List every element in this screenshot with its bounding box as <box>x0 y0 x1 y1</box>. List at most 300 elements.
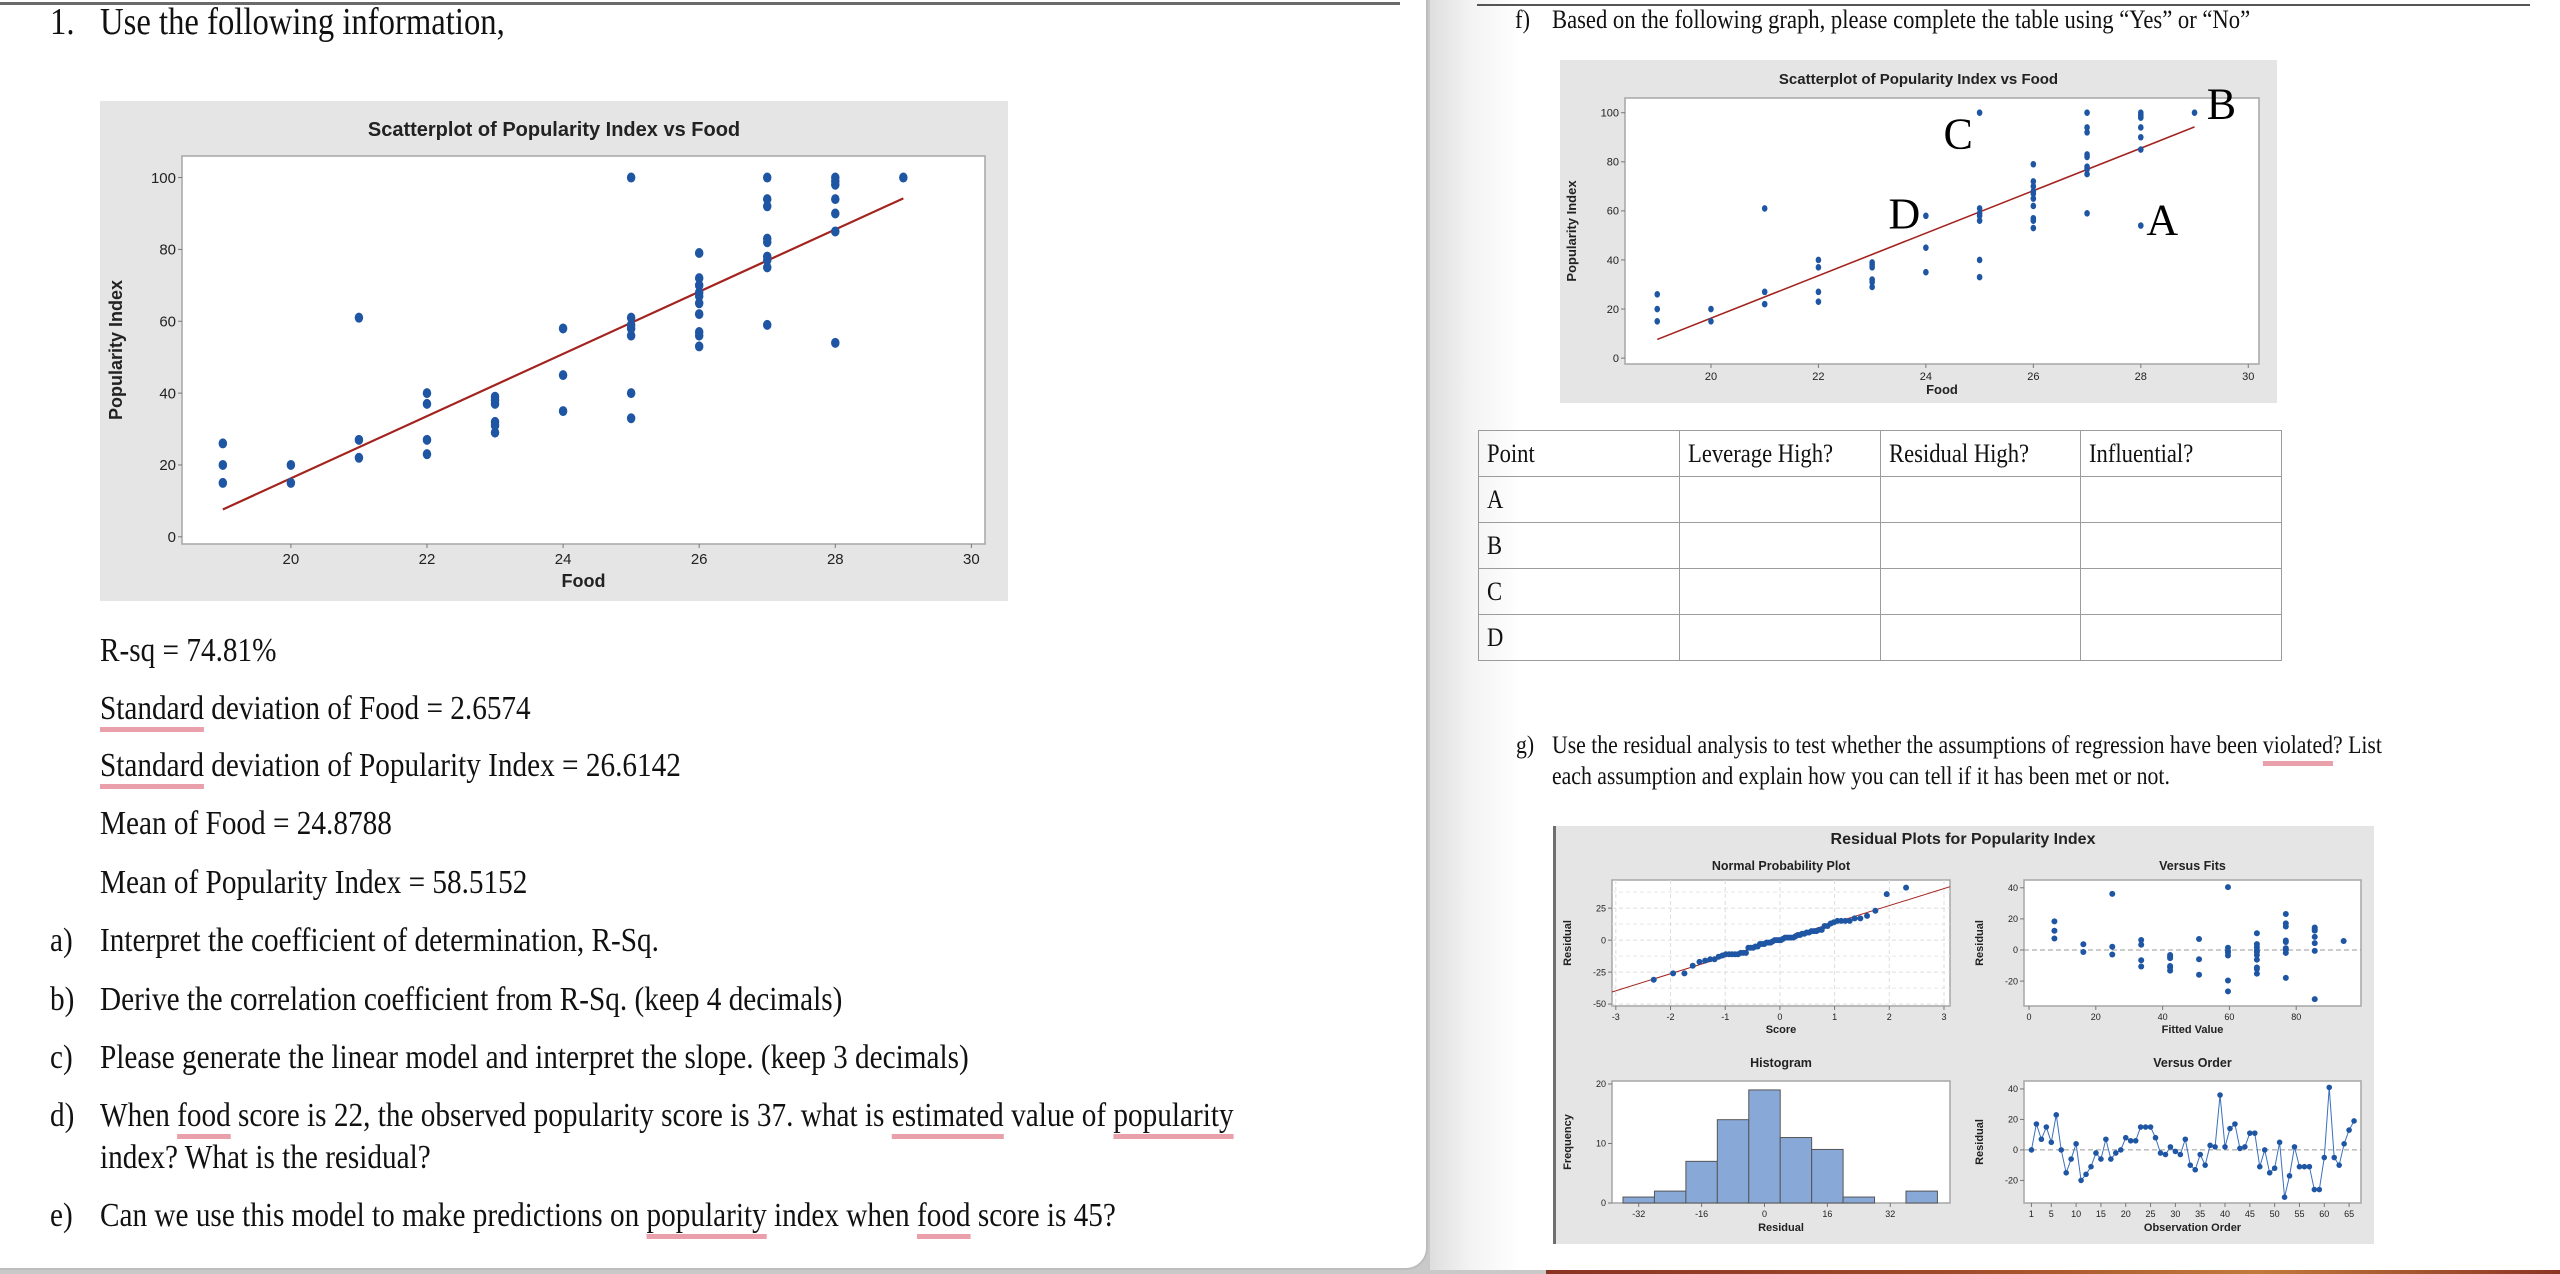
question-text <box>100 1138 485 1178</box>
x-tick-label: 60 <box>2319 1209 2330 1219</box>
data-point <box>2283 923 2289 929</box>
data-point <box>2108 1156 2114 1162</box>
data-point <box>2192 109 2198 116</box>
question-text <box>100 980 963 1020</box>
x-tick-label: 1 <box>1832 1012 1838 1022</box>
data-point <box>2225 977 2231 983</box>
stat-line <box>100 631 305 671</box>
data-point <box>2225 953 2231 959</box>
stat-line-text <box>100 746 681 786</box>
data-point <box>1654 318 1660 325</box>
panel-title: Normal Probability Plot <box>1711 859 1851 873</box>
data-point <box>2217 1092 2223 1098</box>
question-heading-text-row <box>100 2 571 46</box>
question-label-text <box>50 1196 73 1236</box>
data-point <box>2080 941 2086 947</box>
data-point <box>2326 1085 2332 1091</box>
data-point <box>2128 1138 2134 1144</box>
data-point <box>2051 928 2057 934</box>
question-text <box>100 1038 1110 1078</box>
data-point <box>2173 1149 2179 1155</box>
x-axis-label: Food <box>1926 382 1958 397</box>
data-point <box>2138 222 2144 229</box>
x-tick-label: 0 <box>1761 1209 1768 1219</box>
stat-line <box>100 746 775 786</box>
x-tick-label: 50 <box>2269 1209 2280 1219</box>
cell-text: C <box>1487 576 1503 606</box>
data-point <box>2283 975 2289 981</box>
answer-cell[interactable] <box>1679 523 1880 569</box>
histogram-bar <box>1623 1197 1654 1203</box>
data-point <box>2242 1144 2248 1150</box>
data-point <box>2084 210 2090 217</box>
data-point <box>2351 1118 2357 1124</box>
answer-cell[interactable] <box>1880 615 2081 661</box>
answer-cell[interactable] <box>2081 615 2282 661</box>
data-point <box>1903 885 1909 891</box>
data-point <box>2138 957 2144 963</box>
data-point <box>2031 217 2037 224</box>
data-point <box>219 460 228 470</box>
text-segment: index? What is the residual? <box>100 1139 431 1176</box>
text-segment: Mean of Food = 24.8788 <box>100 805 392 842</box>
y-tick-label: 60 <box>1606 205 1619 218</box>
spellcheck-flagged-word: Standard <box>100 690 204 727</box>
data-point <box>2084 154 2090 161</box>
data-point <box>355 313 364 323</box>
question-label-text <box>50 1038 73 1078</box>
spellcheck-flagged-word: popularity <box>1113 1097 1234 1134</box>
y-tick-label: 100 <box>1600 107 1619 120</box>
data-point <box>287 478 296 488</box>
x-tick-label: 28 <box>2134 371 2147 383</box>
data-point <box>831 194 840 204</box>
text-segment: c) <box>50 1039 73 1076</box>
panel-y-label: Frequency <box>1562 1114 1574 1170</box>
question-text <box>100 1096 1418 1136</box>
point-label-cell <box>1479 523 1680 569</box>
histogram-bar <box>1906 1191 1937 1203</box>
data-point <box>2148 1124 2154 1130</box>
data-point <box>2031 161 2037 168</box>
data-point <box>2109 891 2115 897</box>
y-tick-label: 0 <box>1600 935 1606 946</box>
data-point <box>1654 306 1660 313</box>
data-point <box>2058 1147 2064 1153</box>
y-tick-label: 0 <box>167 529 176 547</box>
question-g-line <box>1552 761 2262 793</box>
answer-cell[interactable] <box>1679 477 1880 523</box>
panel-y-label: Residual <box>1974 1119 1986 1165</box>
x-tick-label: 28 <box>826 551 844 568</box>
cell-text: Influential? <box>2089 438 2194 468</box>
data-point <box>1864 913 1870 919</box>
data-point <box>2034 1121 2040 1127</box>
question-text-text <box>100 921 659 961</box>
text-segment: a) <box>50 922 73 959</box>
x-tick-label: 32 <box>1885 1209 1896 1219</box>
data-point <box>2138 1124 2144 1130</box>
data-point <box>763 320 772 330</box>
data-point <box>2247 1130 2253 1136</box>
data-point <box>219 478 228 488</box>
data-point <box>763 262 772 272</box>
y-tick-label: 0 <box>2012 1145 2018 1156</box>
data-point <box>2267 1170 2273 1176</box>
x-tick-label: 20 <box>1704 371 1718 383</box>
column-header <box>1479 431 1680 477</box>
text-segment: Mean of Popularity Index = 58.5152 <box>100 864 528 901</box>
data-point <box>2163 1152 2169 1158</box>
data-point <box>355 453 364 463</box>
data-point <box>2048 1140 2054 1146</box>
x-tick-label: 35 <box>2195 1209 2206 1219</box>
x-tick-label: -1 <box>1721 1012 1730 1022</box>
x-tick-label: 30 <box>2170 1209 2181 1219</box>
data-point <box>627 413 636 423</box>
data-point <box>1681 970 1687 976</box>
table-row <box>1479 523 2282 569</box>
x-tick-label: 45 <box>2244 1209 2255 1219</box>
data-point <box>2051 936 2057 942</box>
histogram-bar <box>1812 1149 1843 1203</box>
y-tick-label: 40 <box>1606 254 1619 267</box>
data-point <box>1884 891 1890 897</box>
text-segment: Interpret the coefficient of determination, R-Sq. <box>100 922 659 959</box>
data-point <box>2331 1155 2337 1161</box>
histogram-bar <box>1780 1138 1811 1203</box>
x-tick-label: -16 <box>1695 1209 1709 1219</box>
data-point <box>2312 934 2318 940</box>
data-point <box>2051 918 2057 924</box>
data-point <box>1690 963 1696 969</box>
answer-cell[interactable] <box>1880 569 2081 615</box>
y-tick-label: 20 <box>159 457 176 475</box>
data-point <box>2227 1126 2233 1132</box>
question-label <box>50 1038 76 1078</box>
x-tick-label: 40 <box>2157 1012 2168 1022</box>
data-point <box>423 399 432 409</box>
data-point <box>2167 968 2173 974</box>
data-point <box>695 309 704 319</box>
answer-cell[interactable] <box>1880 477 2081 523</box>
data-point <box>2084 171 2090 178</box>
data-point <box>423 388 432 398</box>
data-point <box>2287 1173 2293 1179</box>
point-label-cell <box>1479 477 1680 523</box>
question-label <box>50 921 76 961</box>
data-point <box>1869 284 1875 291</box>
data-point <box>1762 301 1768 308</box>
stat-line <box>100 804 439 844</box>
data-point <box>2312 948 2318 954</box>
data-point <box>2283 950 2289 956</box>
point-label-cell <box>1479 569 1680 615</box>
data-point <box>2196 956 2202 962</box>
data-point <box>1651 977 1657 983</box>
table-header-row <box>1479 431 2282 477</box>
data-point <box>2088 1164 2094 1170</box>
data-point <box>1816 264 1822 271</box>
data-point <box>2254 957 2260 963</box>
data-point <box>899 173 908 183</box>
data-point <box>2277 1140 2283 1146</box>
cell-text: Point <box>1487 438 1535 468</box>
panel-title: Versus Order <box>2153 1056 2232 1070</box>
x-tick-label: 55 <box>2294 1209 2305 1219</box>
y-axis-label: Popularity Index <box>106 279 126 421</box>
data-point <box>2336 1162 2342 1168</box>
table-row <box>1479 569 2282 615</box>
data-point <box>2138 124 2144 131</box>
y-tick-label: -20 <box>2004 976 2018 987</box>
text-segment: each assumption and explain how you can tell if it has been met or not. <box>1552 763 2170 790</box>
data-point <box>2341 938 2347 944</box>
column-header <box>1880 431 2081 477</box>
question-label-text <box>50 921 73 961</box>
histogram-bar <box>1654 1191 1685 1203</box>
y-tick-label: 20 <box>1606 303 1619 316</box>
answer-cell[interactable] <box>2081 523 2282 569</box>
stat-line-text <box>100 863 527 903</box>
data-point <box>559 323 568 333</box>
x-tick-label: 20 <box>2120 1209 2131 1219</box>
question-f <box>1552 4 2354 36</box>
question-g-line <box>1552 730 2506 762</box>
answer-cell[interactable] <box>2081 569 2282 615</box>
x-tick-label: -2 <box>1666 1012 1675 1022</box>
column-header <box>1679 431 1880 477</box>
data-point <box>423 435 432 445</box>
answer-cell[interactable] <box>2081 477 2282 523</box>
histogram-bar <box>1686 1161 1717 1203</box>
text-segment: Please generate the linear model and interpret the slope. (keep 3 decimals) <box>100 1039 969 1076</box>
x-tick-label: 15 <box>2095 1209 2106 1219</box>
y-tick-label: 0 <box>1612 352 1619 365</box>
panel-y-label: Residual <box>1974 920 1986 966</box>
x-tick-label: 26 <box>690 551 708 568</box>
panel-y-label: Residual <box>1562 920 1574 966</box>
question-f-label-text: f) <box>1515 5 1531 34</box>
data-point <box>2133 1138 2139 1144</box>
data-point <box>219 438 228 448</box>
question-number: 1. <box>50 1 75 43</box>
cell-text: B <box>1487 530 1503 560</box>
data-point <box>2317 1187 2323 1193</box>
panel-x-label: Observation Order <box>2143 1222 2242 1234</box>
data-point <box>1923 212 1929 219</box>
y-tick-label: 0 <box>2012 945 2018 956</box>
data-point <box>1977 257 1983 264</box>
answer-cell[interactable] <box>1880 523 2081 569</box>
data-point <box>2197 1152 2203 1158</box>
stat-line <box>100 689 601 729</box>
y-tick-label: -25 <box>1592 967 1606 978</box>
data-point <box>2113 1150 2119 1156</box>
residual-plots <box>1553 826 2374 1244</box>
data-point <box>763 237 772 247</box>
histogram-bar <box>1717 1120 1748 1203</box>
text-segment: e) <box>50 1197 73 1234</box>
data-point <box>1869 264 1875 271</box>
text-segment: R-sq = 74.81% <box>100 632 277 669</box>
data-point <box>1977 109 1983 116</box>
question-g-label-text: g) <box>1516 732 1535 759</box>
x-tick-label: 30 <box>963 551 980 568</box>
text-segment: Use the residual analysis to test whether the assumptions of regression have been <box>1552 732 2263 759</box>
x-tick-label: 3 <box>1941 1012 1947 1022</box>
data-point <box>2068 1156 2074 1162</box>
cell-text: A <box>1487 484 1504 514</box>
data-point <box>2080 949 2086 955</box>
x-tick-label: 26 <box>2027 371 2040 383</box>
data-point <box>491 428 500 438</box>
plot-area <box>2024 880 2361 1006</box>
text-segment: b) <box>50 981 75 1018</box>
y-tick-label: 40 <box>2007 1084 2018 1095</box>
window-bottom-edge <box>1546 1270 2560 1274</box>
data-point <box>695 248 704 258</box>
point-annotation-d: D <box>1888 189 1921 239</box>
y-tick-label: 20 <box>2007 1114 2018 1125</box>
x-tick-label: 30 <box>2242 371 2255 383</box>
data-point <box>2252 1130 2258 1136</box>
text-segment: Derive the correlation coefficient from R-Sq. (keep 4 decimals) <box>100 981 843 1018</box>
data-point <box>695 341 704 351</box>
x-tick-label: 24 <box>1919 371 1933 383</box>
point-annotation-b: B <box>2206 79 2237 129</box>
data-point <box>2302 1164 2308 1170</box>
plot-area <box>182 156 985 544</box>
question-text <box>100 921 750 961</box>
data-point <box>2178 1152 2184 1158</box>
data-point <box>2183 1136 2189 1142</box>
spellcheck-flagged-word: food <box>916 1197 971 1234</box>
data-point <box>831 180 840 190</box>
x-tick-label: 5 <box>2048 1209 2054 1219</box>
data-point <box>2063 1170 2069 1176</box>
data-point <box>763 173 772 183</box>
data-point <box>2232 1121 2238 1127</box>
point-annotation-c: C <box>1943 109 1973 159</box>
data-point <box>2138 134 2144 141</box>
data-point <box>355 435 364 445</box>
data-point <box>2312 940 2318 946</box>
x-tick-label: 60 <box>2224 1012 2235 1022</box>
data-point <box>2143 1124 2149 1130</box>
data-point <box>1816 289 1822 296</box>
data-point <box>1977 274 1983 281</box>
data-point <box>559 370 568 380</box>
y-tick-label: -20 <box>2004 1175 2018 1186</box>
data-point <box>2109 944 2115 950</box>
data-point <box>287 460 296 470</box>
y-tick-label: 20 <box>2007 914 2018 925</box>
data-point <box>2029 1147 2035 1153</box>
chart-title: Scatterplot of Popularity Index vs Food <box>367 119 741 141</box>
data-point <box>2153 1135 2159 1141</box>
data-point <box>831 208 840 218</box>
panel-title: Versus Fits <box>2159 859 2226 873</box>
answer-cell[interactable] <box>1679 615 1880 661</box>
data-point <box>2031 195 2037 202</box>
text-segment: index when <box>766 1197 917 1234</box>
data-point <box>2207 1143 2213 1149</box>
data-point <box>1708 318 1714 325</box>
text-segment: Can we use this model to make predictions on <box>100 1197 647 1234</box>
histogram-bar <box>1749 1090 1780 1203</box>
data-point <box>2158 1150 2164 1156</box>
answer-cell[interactable] <box>1679 569 1880 615</box>
data-point <box>2196 936 2202 942</box>
data-point <box>559 406 568 416</box>
data-point <box>2138 114 2144 121</box>
x-tick-label: 1 <box>2028 1209 2034 1219</box>
question-text-text <box>100 980 842 1020</box>
question-label-text <box>50 980 74 1020</box>
chart-title: Scatterplot of Popularity Index vs Food <box>1778 71 2059 88</box>
question-label <box>50 1096 78 1136</box>
data-point <box>2053 1112 2059 1118</box>
y-tick-label: 25 <box>1595 903 1606 914</box>
data-point <box>831 338 840 348</box>
y-tick-label: 40 <box>159 385 176 403</box>
data-point <box>695 298 704 308</box>
data-point <box>1872 908 1878 914</box>
data-point <box>1670 970 1676 976</box>
x-tick-label: 10 <box>2071 1209 2082 1219</box>
panel-title: Histogram <box>1750 1056 1812 1070</box>
data-point <box>2254 930 2260 936</box>
y-tick-label: 40 <box>2007 882 2018 893</box>
data-point <box>2257 1164 2263 1170</box>
x-tick-label: 25 <box>2145 1209 2156 1219</box>
data-point <box>2093 1150 2099 1156</box>
y-tick-label: 100 <box>150 169 176 187</box>
data-point <box>2039 1136 2045 1142</box>
question-text-text <box>100 1138 431 1178</box>
data-point <box>1654 291 1660 298</box>
data-point <box>2084 109 2090 116</box>
data-point <box>1977 217 1983 224</box>
question-g-line-text <box>1552 730 2382 762</box>
data-point <box>831 226 840 236</box>
data-point <box>2254 971 2260 977</box>
data-point <box>2138 963 2144 969</box>
spellcheck-flagged-word: Standard <box>100 747 204 784</box>
cell-text: Leverage High? <box>1687 438 1833 468</box>
data-point <box>2225 884 2231 890</box>
chart-title: Residual Plots for Popularity Index <box>1830 831 2096 848</box>
question-text-text <box>100 1096 1234 1136</box>
x-tick-label: 22 <box>1812 371 1825 383</box>
data-point <box>2312 996 2318 1002</box>
panel-left-edge <box>1553 826 1556 1244</box>
table-row <box>1479 477 2282 523</box>
data-point <box>763 201 772 211</box>
cell-text: Residual High? <box>1888 438 2029 468</box>
data-point <box>2307 1164 2313 1170</box>
data-point <box>1923 269 1929 276</box>
panel-x-label: Score <box>1765 1024 1797 1036</box>
text-segment: value of <box>1003 1097 1114 1134</box>
question-label <box>50 1196 76 1236</box>
data-point <box>2225 988 2231 994</box>
data-point <box>1708 306 1714 313</box>
x-tick-label: 24 <box>554 551 572 568</box>
data-point <box>2109 952 2115 958</box>
data-point <box>2196 972 2202 978</box>
